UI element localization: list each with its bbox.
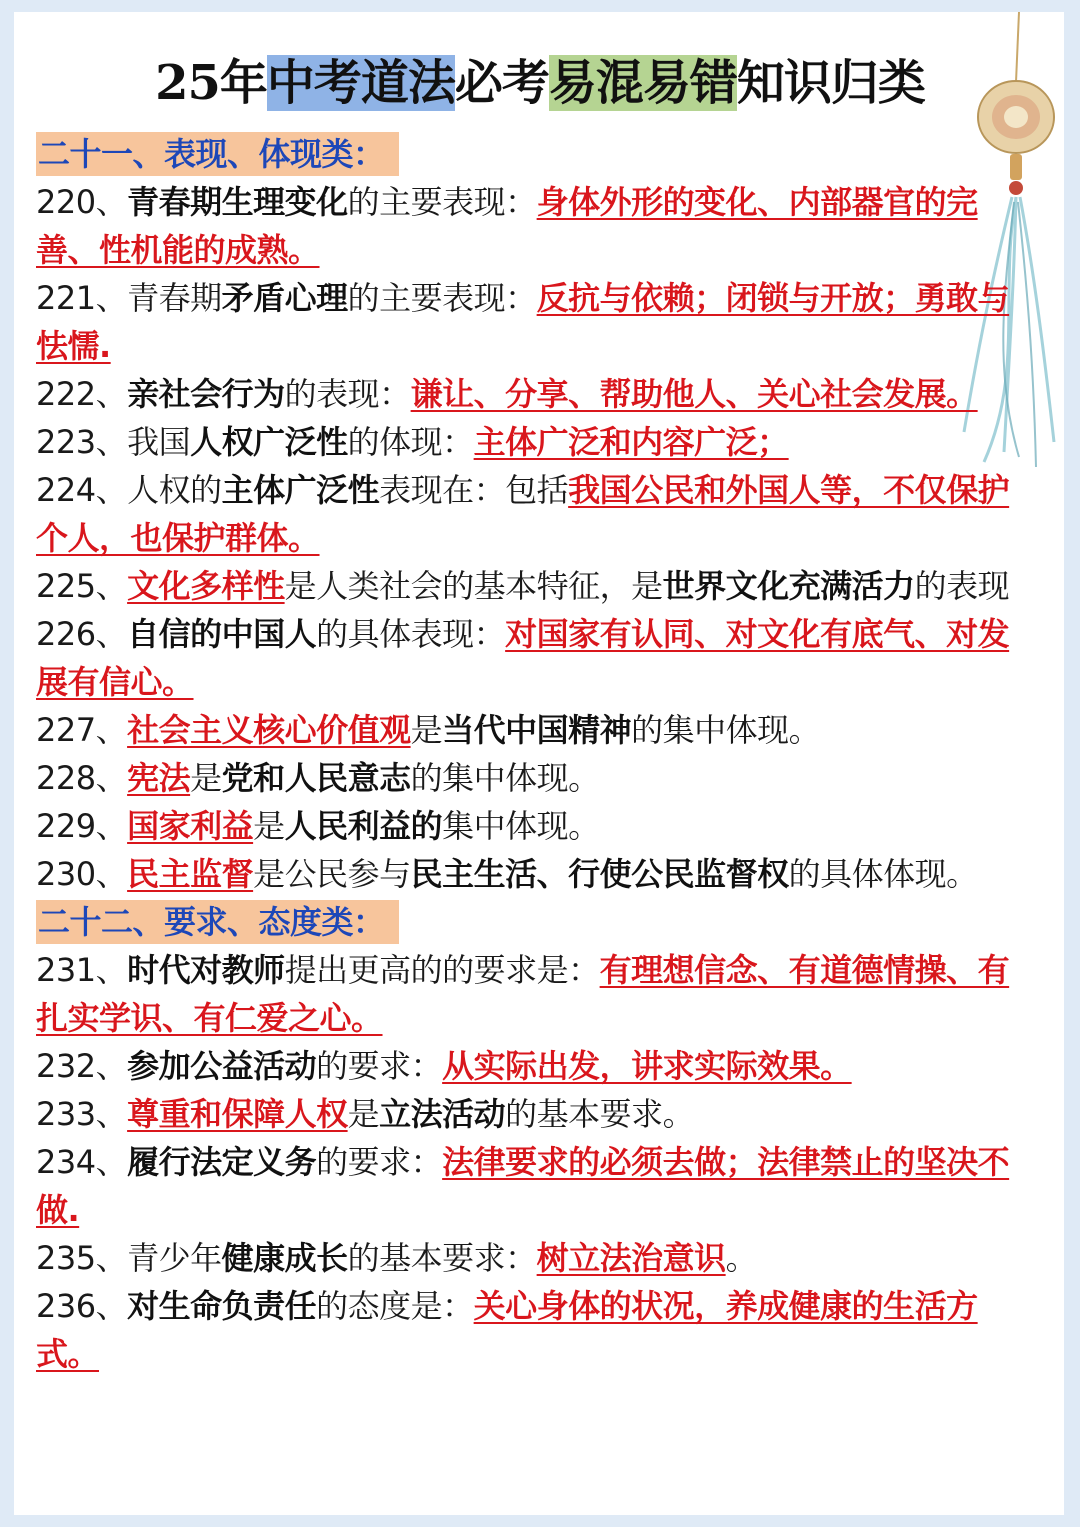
answer-text: 我国公民和外国人等，不仅保护个人，也保护群体。	[36, 471, 1010, 557]
keyword-text: 履行法定义务	[127, 1143, 317, 1181]
body-text: 的集中体现。	[631, 711, 821, 749]
answer-text: 主体广泛和内容广泛；	[473, 423, 789, 461]
keyword-text: 对生命负责任	[127, 1287, 317, 1325]
body-text: 220、	[36, 183, 128, 221]
list-item	[36, 754, 1036, 802]
body-text: 223、我国	[36, 423, 191, 461]
body-text: 236、	[36, 1287, 128, 1325]
body-text: 的要求：	[316, 1047, 443, 1085]
list-item	[36, 1138, 1036, 1234]
answer-text: 关心身体的状况，养成健康的生活方式。	[36, 1287, 978, 1373]
document-page	[14, 12, 1064, 1515]
body-text: 提出更高的的要求是：	[284, 951, 600, 989]
answer-text: 国家利益	[127, 807, 254, 845]
body-text: 是	[347, 1095, 380, 1133]
answer-text: 树立法治意识	[536, 1239, 726, 1277]
list-item	[36, 418, 1036, 466]
body-text: 的集中体现。	[410, 759, 600, 797]
body-text: 230、	[36, 855, 128, 893]
answer-text: 对国家有认同、对文化有底气、对发展有信心。	[36, 615, 1010, 701]
list-item	[36, 178, 1036, 274]
answer-text: 从实际出发，讲求实际效果。	[442, 1047, 852, 1085]
body-text: 是公民参与	[253, 855, 411, 893]
answer-text: 宪法	[127, 759, 191, 797]
keyword-text: 当代中国精神	[442, 711, 632, 749]
keyword-text: 主体广泛性	[221, 471, 380, 509]
answer-text: 有理想信念、有道德情操、有扎实学识、有仁爱之心。	[36, 951, 1010, 1037]
keyword-text: 矛盾心理	[221, 279, 348, 317]
body-text: 的主要表现：	[347, 183, 537, 221]
list-item	[36, 706, 1036, 754]
body-text: 的表现：	[284, 375, 411, 413]
body-text: 的具体表现：	[316, 615, 506, 653]
body-text: 的基本要求：	[347, 1239, 537, 1277]
body-text: 的主要表现：	[347, 279, 537, 317]
body-text: 235、青少年	[36, 1239, 222, 1277]
body-text: 。	[725, 1239, 758, 1277]
body-text: 228、	[36, 759, 128, 797]
keyword-text: 人民利益的	[284, 807, 443, 845]
list-item	[36, 562, 1036, 610]
keyword-text: 立法活动	[379, 1095, 506, 1133]
body-text: 229、	[36, 807, 128, 845]
body-text: 222、	[36, 375, 128, 413]
page-title: 25年中考道法必考易混易错知识归类	[155, 55, 925, 111]
list-item	[36, 802, 1036, 850]
body-text: 221、青春期	[36, 279, 222, 317]
answer-text: 民主监督	[127, 855, 254, 893]
list-item	[36, 610, 1036, 706]
keyword-text: 青春期生理变化	[127, 183, 348, 221]
answer-text: 社会主义核心价值观	[127, 711, 411, 749]
keyword-text: 人权广泛性	[190, 423, 348, 461]
body-text: 的基本要求。	[505, 1095, 695, 1133]
section-heading: 二十二、要求、态度类：	[36, 900, 399, 944]
keyword-text: 亲社会行为	[127, 375, 285, 413]
answer-text: 身体外形的变化、内部器官的完善、性机能的成熟。	[36, 183, 978, 269]
list-item	[36, 1042, 1036, 1090]
answer-text: 尊重和保障人权	[127, 1095, 348, 1133]
body-text: 233、	[36, 1095, 128, 1133]
body-text: 是	[190, 759, 222, 797]
section-heading: 二十一、表现、体现类：	[36, 132, 399, 176]
answer-text: 谦让、分享、帮助他人、关心社会发展。	[410, 375, 978, 413]
list-item	[36, 1234, 1036, 1282]
body-text: 225、	[36, 567, 128, 605]
keyword-text: 党和人民意志	[221, 759, 411, 797]
knowledge-list	[36, 130, 1036, 1378]
body-text: 227、	[36, 711, 128, 749]
keyword-text: 自信的中国人	[127, 615, 317, 653]
list-item	[36, 466, 1036, 562]
list-item	[36, 1282, 1036, 1378]
answer-text: 文化多样性	[127, 567, 285, 605]
body-text: 234、	[36, 1143, 128, 1181]
body-text: 是	[253, 807, 285, 845]
list-item	[36, 1090, 1036, 1138]
list-item	[36, 274, 1036, 370]
body-text: 的具体体现。	[788, 855, 978, 893]
body-text: 集中体现。	[442, 807, 600, 845]
body-text: 的态度是：	[316, 1287, 474, 1325]
body-text: 224、人权的	[36, 471, 222, 509]
body-text: 231、	[36, 951, 128, 989]
body-text: 226、	[36, 615, 128, 653]
list-item	[36, 370, 1036, 418]
body-text: 的表现	[914, 567, 1010, 605]
keyword-text: 参加公益活动	[127, 1047, 317, 1085]
body-text: 232、	[36, 1047, 128, 1085]
body-text: 的体现：	[347, 423, 474, 461]
keyword-text: 时代对教师	[127, 951, 285, 989]
body-text: 是	[410, 711, 443, 749]
answer-text: 法律要求的必须去做；法律禁止的坚决不做.	[36, 1143, 1010, 1229]
body-text: 是人类社会的基本特征，是	[284, 567, 663, 605]
keyword-text: 民主生活、行使公民监督权	[410, 855, 789, 893]
body-text: 表现在：包括	[379, 471, 569, 509]
list-item	[36, 946, 1036, 1042]
list-item	[36, 850, 1036, 898]
keyword-text: 世界文化充满活力	[662, 567, 915, 605]
answer-text: 反抗与依赖；闭锁与开放；勇敢与怯懦.	[36, 279, 1010, 365]
keyword-text: 健康成长	[221, 1239, 348, 1277]
body-text: 的要求：	[316, 1143, 443, 1181]
